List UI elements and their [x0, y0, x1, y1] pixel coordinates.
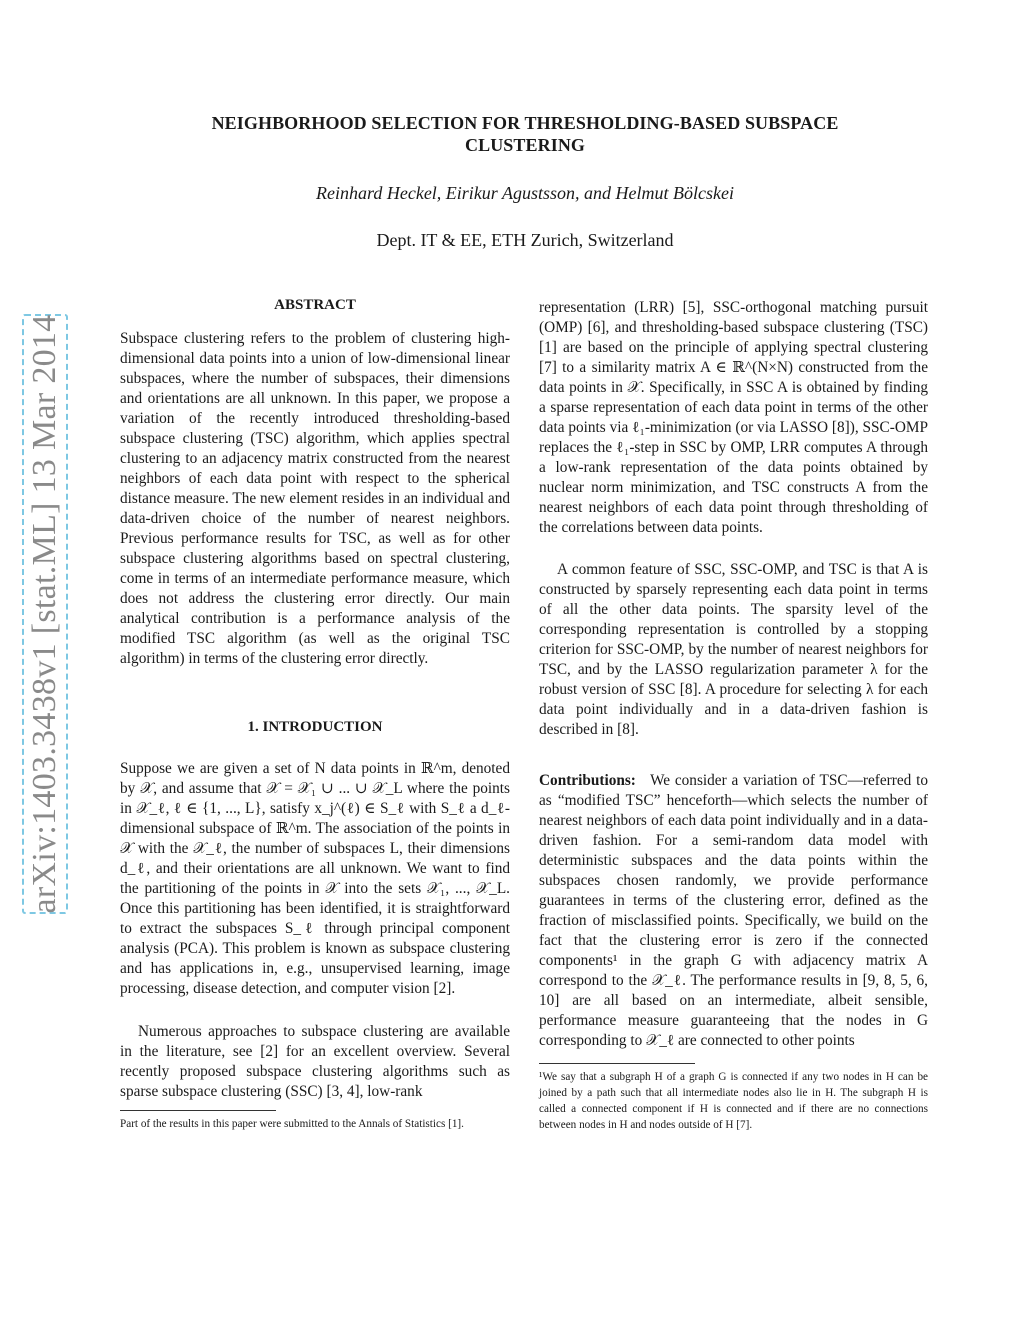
abstract-heading: ABSTRACT [274, 297, 356, 313]
author-list: Reinhard Heckel, Eirikur Agustsson, and Helmut Bölcskei [316, 183, 734, 203]
introduction-heading: 1. INTRODUCTION [247, 719, 383, 735]
contributions-label: Contributions: [539, 772, 636, 789]
arxiv-identifier: arXiv:1403.3438v1 [stat.ML] 13 Mar 2014 [26, 314, 63, 914]
footnote-right: ¹We say that a subgraph H of a graph G is connected if any two nodes in H can be joined by a path such that all intermediate nodes also lie in H. The subgraph H is called a connected component if H is connected and if there are no connections between nodes in H and nodes outside of H [7]. [539, 1071, 928, 1131]
paper-title: NEIGHBORHOOD SELECTION FOR THRESHOLDING-BASED SUBSPACE CLUSTERING [211, 113, 839, 155]
footnote-rule-left [120, 1110, 276, 1111]
affiliation: Dept. IT & EE, ETH Zurich, Switzerland [376, 230, 674, 250]
contributions-text: We consider a variation of TSC—referred to as “modified TSC” henceforth—which selects the number of nearest neighbors of each data point individually and in a data-driven fashion. For a semi-random data model with deterministic subspaces and the data points within the subspaces chosen randomly, we provide performance guarantees in terms of the clustering error, defined as the fraction of misclassified points. Specifically, we build on the fact that the clustering error is zero if the connected components¹ in the graph G with adjacency matrix A correspond to the 𝒳_ℓ. The performance results in [9, 8, 5, 6, 10] are all based on an intermediate, albeit sensible, performance measure guaranteeing that the nodes in G corresponding to 𝒳_ℓ are connected to other points [539, 772, 928, 1049]
footnote-left: Part of the results in this paper were submitted to the Annals of Statistics [1]. [120, 1118, 464, 1130]
introduction-paragraph-2: Numerous approaches to subspace clustering are available in the literature, see [2] for an excellent overview. Several recently proposed subspace clustering algorithms such as sparse subspace clustering (SSC) [3, 4], low-rank [120, 1023, 510, 1100]
introduction-paragraph-1: Suppose we are given a set of N data points in ℝ^m, denoted by 𝒳, and assume that 𝒳 = 𝒳₁ ∪ ... ∪ 𝒳_L where the points in 𝒳_ℓ, ℓ ∈ {1, ..., L}, satisfy x_j^(ℓ) ∈ S_ℓ with S_ℓ a d_ℓ-dimensional subspace of ℝ^m. The association of the points in 𝒳 with the 𝒳_ℓ, the number of subspaces L, their dimensions d_ℓ, and their orientations are all unknown. We want to find the partitioning of the points in 𝒳 into the sets 𝒳₁, ..., 𝒳_L. Once this partitioning has been identified, it is straightforward to extract the subspaces S_ℓ through principal component analysis (PCA). This problem is known as subspace clustering and has applications in, e.g., unsupervised learning, image processing, disease detection, and computer vision [2]. [120, 760, 510, 997]
right-column-paragraph-2: A common feature of SSC, SSC-OMP, and TSC is that A is constructed by sparsely representing each data point in terms of all the other data points. The sparsity level of the corresponding representation is controlled by a stopping criterion for SSC-OMP, by the number of nearest neighbors for TSC, and by the LASSO regularization parameter λ for the robust version of SSC [8]. A procedure for selecting λ for each data point individually and in a data-driven fashion is described in [8]. [539, 561, 928, 738]
footnote-rule-right [539, 1063, 695, 1064]
abstract-text: Subspace clustering refers to the problem of clustering high-dimensional data points into a union of low-dimensional linear subspaces, where the number of subspaces, their dimensions and orientations are all unknown. In this paper, we propose a variation of the recently introduced thresholding-based subspace clustering (TSC) algorithm, which applies spectral clustering to an adjacency matrix constructed from the nearest neighbors of each data point with respect to the spherical distance measure. The new element resides in an individual and data-driven choice of the number of nearest neighbors. Previous performance results for TSC, as well as for other subspace clustering algorithms based on spectral clustering, come in terms of an intermediate performance measure, which does not address the clustering error directly. Our main analytical contribution is a performance analysis of the modified TSC algorithm (as well as the original TSC algorithm) in terms of the clustering error directly. [120, 330, 510, 667]
contributions-paragraph [539, 771, 928, 1051]
arxiv-stamp [22, 314, 68, 914]
right-column-paragraph-1: representation (LRR) [5], SSC-orthogonal matching pursuit (OMP) [6], and thresholding-based subspace clustering (TSC) [1] are based on the principle of applying spectral clustering [7] to a similarity matrix A ∈ ℝ^(N×N) constructed from the data points in 𝒳. Specifically, in SSC A is obtained by finding a sparse representation of each data point in terms of the other data points via ℓ₁-minimization (or via LASSO [8]), SSC-OMP replaces the ℓ₁-step in SSC by OMP, LRR computes A through a low-rank representation of the data points obtained by nuclear norm minimization, and TSC constructs A from the nearest neighbors of each data point through thresholding of the correlations between data points. [539, 299, 928, 536]
